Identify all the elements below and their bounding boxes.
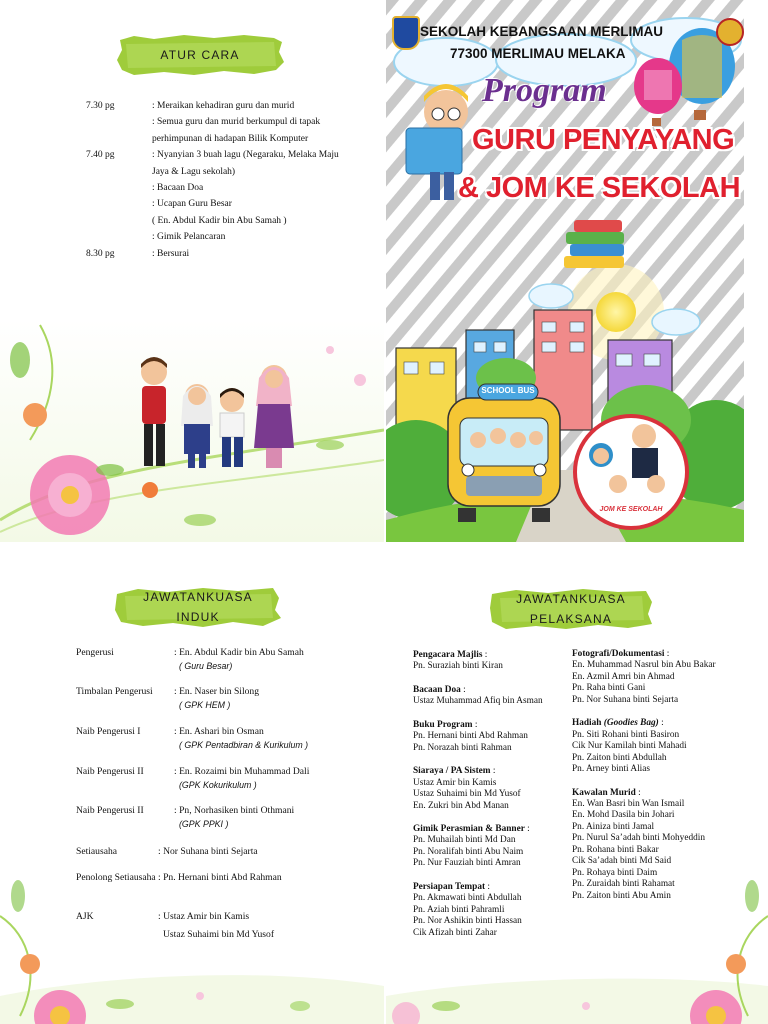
schedule-text: : Meraikan kehadiran guru dan murid xyxy=(152,101,295,111)
schedule-text: : Semua guru dan murid berkumpul di tapak xyxy=(152,117,321,128)
induk-member-name: : En. Naser bin Silong xyxy=(174,686,260,697)
school-address: 77300 MERLIMAU MELAKA xyxy=(450,46,626,61)
pelaksana-member: Pn. Suraziah binti Kiran xyxy=(413,661,503,672)
induk-role: Pengerusi xyxy=(76,647,114,658)
pelaksana-member: Pn. Norazah binti Rahman xyxy=(413,742,512,753)
pelaksana-member: Pn. Nor Ashikin binti Hassan xyxy=(413,916,522,927)
induk-member-name: : En. Rozaimi bin Muhammad Dali xyxy=(174,766,310,777)
pelaksana-title-line2: PELAKSANA xyxy=(529,612,613,626)
pelaksana-group-heading xyxy=(572,788,716,799)
pelaksana-group-heading xyxy=(413,720,543,731)
induk-role: Setiausaha xyxy=(76,846,118,857)
pelaksana-member: En. Muhammad Nasrul bin Abu Bakar xyxy=(572,660,716,671)
schedule-time: 7.40 pg xyxy=(86,150,115,161)
pelaksana-label xyxy=(488,586,654,632)
induk-member-name: : Pn, Norhasiken binti Othmani xyxy=(174,805,295,816)
induk-role: Naib Pengerusi I xyxy=(76,726,141,737)
pelaksana-member: Pn. Nor Suhana binti Sejarta xyxy=(572,694,679,705)
pelaksana-member: En. Azmil Amri bin Ahmad xyxy=(572,671,675,682)
pelaksana-group-heading xyxy=(572,718,716,729)
induk-role: Penolong Setiausaha xyxy=(76,872,156,883)
pelaksana-member: Pn. Akmawati binti Abdullah xyxy=(413,893,522,904)
pelaksana-group-title: Bacaan Doa xyxy=(413,684,461,695)
induk-position-note: ( GPK HEM ) xyxy=(179,700,231,710)
pelaksana-group-title: Fotografi/Dokumentasi xyxy=(572,649,665,659)
pelaksana-member: Pn. Zaiton binti Abdullah xyxy=(572,752,667,763)
schedule-text: Jaya & Lagu sekolah) xyxy=(152,166,236,177)
pelaksana-member: Ustaz Amir bin Kamis xyxy=(413,777,497,788)
pelaksana-member: Pn. Rohana binti Bakar xyxy=(572,844,659,855)
pelaksana-member: Pn. Noralifah binti Abu Naim xyxy=(413,846,524,857)
pelaksana-group-heading xyxy=(572,649,716,660)
induk-member-name: : En. Ashari bin Osman xyxy=(174,726,264,737)
pelaksana-member: Pn. Siti Rohani binti Basiron xyxy=(572,729,680,740)
induk-title-line2: INDUK xyxy=(176,610,220,624)
schedule-time: 7.30 pg xyxy=(86,101,115,111)
pelaksana-left-column xyxy=(413,650,543,951)
pelaksana-member: Pn. Raha binti Gani xyxy=(572,683,646,694)
pelaksana-group-title: Pengacara Majlis xyxy=(413,650,483,660)
induk-role: Timbalan Pengerusi xyxy=(76,686,153,697)
induk-role: Naib Pengerusi II xyxy=(76,805,144,816)
atur-cara-title: ATUR CARA xyxy=(160,48,240,62)
schedule-text: : Bacaan Doa xyxy=(152,183,204,193)
induk-label xyxy=(113,584,283,630)
pelaksana-member: Pn. Zaiton binti Abu Amin xyxy=(572,890,671,901)
pelaksana-group-colon: : xyxy=(658,718,664,729)
induk-member-name: : Ustaz Amir bin Kamis xyxy=(158,911,250,922)
induk-role: AJK xyxy=(76,911,94,922)
atur-cara-panel xyxy=(0,0,384,542)
pelaksana-group-title: Gimik Perasmian & Banner xyxy=(413,823,525,834)
pelaksana-member: Cik Sa’adah binti Md Said xyxy=(572,856,672,867)
pelaksana-member: En. Wan Basri bin Wan Ismail xyxy=(572,798,685,809)
pelaksana-group-heading xyxy=(413,766,543,777)
pelaksana-group-title: Kawalan Murid xyxy=(572,787,636,798)
pelaksana-member: Pn. Hernani binti Abd Rahman xyxy=(413,731,528,742)
pelaksana-group-colon: : xyxy=(460,684,466,695)
pelaksana-group-heading xyxy=(413,882,543,893)
state-crest-logo xyxy=(716,18,744,46)
program-title-line1: GURU PENYAYANG xyxy=(472,124,735,156)
program-title-line2: & JOM KE SEKOLAH xyxy=(458,172,741,204)
schedule-text: : Nyanyian 3 buah lagu (Negaraku, Melaka Maju xyxy=(152,150,339,161)
induk-position-note: ( Guru Besar) xyxy=(179,661,233,671)
school-bus-label: SCHOOL BUS xyxy=(481,386,535,395)
school-name: SEKOLAH KEBANGSAAN MERLIMAU xyxy=(420,24,663,39)
pelaksana-group-colon: : xyxy=(524,823,530,834)
jom-ke-sekolah-badge: JOM KE SEKOLAH xyxy=(599,506,663,513)
pelaksana-group-title: Siaraya / PA Sistem xyxy=(413,766,491,777)
induk-position-note: (GPK PPKI ) xyxy=(179,819,229,829)
pelaksana-group-heading xyxy=(413,685,543,696)
pelaksana-panel xyxy=(386,556,768,1024)
pelaksana-group-heading xyxy=(413,824,543,835)
pelaksana-member: Pn. Nurul Sa’adah binti Mohyeddin xyxy=(572,833,705,844)
induk-member-name: : En. Abdul Kadir bin Abu Samah xyxy=(174,647,304,658)
pelaksana-group-colon: : xyxy=(472,719,478,730)
induk-member-name: : Nor Suhana binti Sejarta xyxy=(158,846,258,857)
children-illustration xyxy=(132,356,302,474)
pelaksana-group-title: Persiapan Tempat xyxy=(413,881,486,892)
pelaksana-member: Pn. Nur Fauziah binti Amran xyxy=(413,858,521,869)
pelaksana-group xyxy=(413,882,543,939)
pelaksana-group xyxy=(572,718,716,775)
schedule-text: ( En. Abdul Kadir bin Abu Samah ) xyxy=(152,215,287,226)
pelaksana-right-column xyxy=(572,649,716,914)
induk-role: Naib Pengerusi II xyxy=(76,766,144,777)
pelaksana-member: En. Zukri bin Abd Manan xyxy=(413,800,509,811)
pelaksana-group-title-italic: (Goodies Bag) xyxy=(601,718,659,729)
pelaksana-group-heading xyxy=(413,650,543,661)
schedule-time: 8.30 pg xyxy=(86,248,115,259)
pelaksana-group xyxy=(413,824,543,870)
pelaksana-group xyxy=(413,766,543,812)
pelaksana-member: Pn. Arney binti Alias xyxy=(572,764,650,775)
pelaksana-member: Pn. Muhailah binti Md Dan xyxy=(413,835,516,846)
pelaksana-group-title: Buku Program xyxy=(413,719,473,730)
pelaksana-group-colon: : xyxy=(635,787,641,798)
pelaksana-member: Pn. Zuraidah binti Rahamat xyxy=(572,879,675,890)
schedule-text: perhimpunan di hadapan Bilik Komputer xyxy=(152,133,309,144)
cover-panel xyxy=(386,0,744,542)
induk-position-note: ( GPK Pentadbiran & Kurikulum ) xyxy=(179,740,309,750)
pelaksana-group-colon: : xyxy=(485,881,490,892)
pelaksana-member: Cik Nur Kamilah binti Mahadi xyxy=(572,741,687,752)
pelaksana-member: Cik Afizah binti Zahar xyxy=(413,927,497,938)
pelaksana-title-line1: JAWATANKUASA xyxy=(516,592,626,606)
program-word: Program xyxy=(482,72,607,109)
pelaksana-group xyxy=(572,649,716,706)
pelaksana-member: Pn. Aziah binti Pahramli xyxy=(413,904,505,915)
induk-member-name: Ustaz Suhaimi bin Md Yusof xyxy=(163,929,275,940)
schedule-text: : Gimik Pelancaran xyxy=(152,232,226,243)
schedule-text: : Ucapan Guru Besar xyxy=(152,199,232,210)
pelaksana-group-title: Hadiah xyxy=(572,718,602,729)
pelaksana-group-colon: : xyxy=(482,650,488,660)
pelaksana-member: Pn. Ainiza binti Jamal xyxy=(572,821,655,832)
pelaksana-group-colon: : xyxy=(490,766,496,777)
induk-member-name: : Pn. Hernani binti Abd Rahman xyxy=(158,872,282,883)
schedule-text: : Bersurai xyxy=(152,248,190,259)
pelaksana-group xyxy=(572,788,716,903)
pelaksana-member: Ustaz Muhammad Afiq bin Asman xyxy=(413,696,543,707)
pelaksana-group-colon: : xyxy=(664,649,670,659)
pelaksana-group xyxy=(413,720,543,754)
induk-position-note: (GPK Kokurikulum ) xyxy=(179,780,257,790)
pelaksana-member: Pn. Rohaya binti Daim xyxy=(572,867,658,878)
pelaksana-group xyxy=(413,650,543,673)
atur-cara-label xyxy=(114,32,286,78)
induk-panel xyxy=(0,556,384,1024)
pelaksana-member: Ustaz Suhaimi bin Md Yusof xyxy=(413,789,521,800)
school-crest-logo xyxy=(392,16,420,50)
induk-title-line1: JAWATANKUASA xyxy=(143,590,253,604)
pelaksana-group xyxy=(413,685,543,708)
pelaksana-member: En. Mohd Dasila bin Johari xyxy=(572,810,675,821)
